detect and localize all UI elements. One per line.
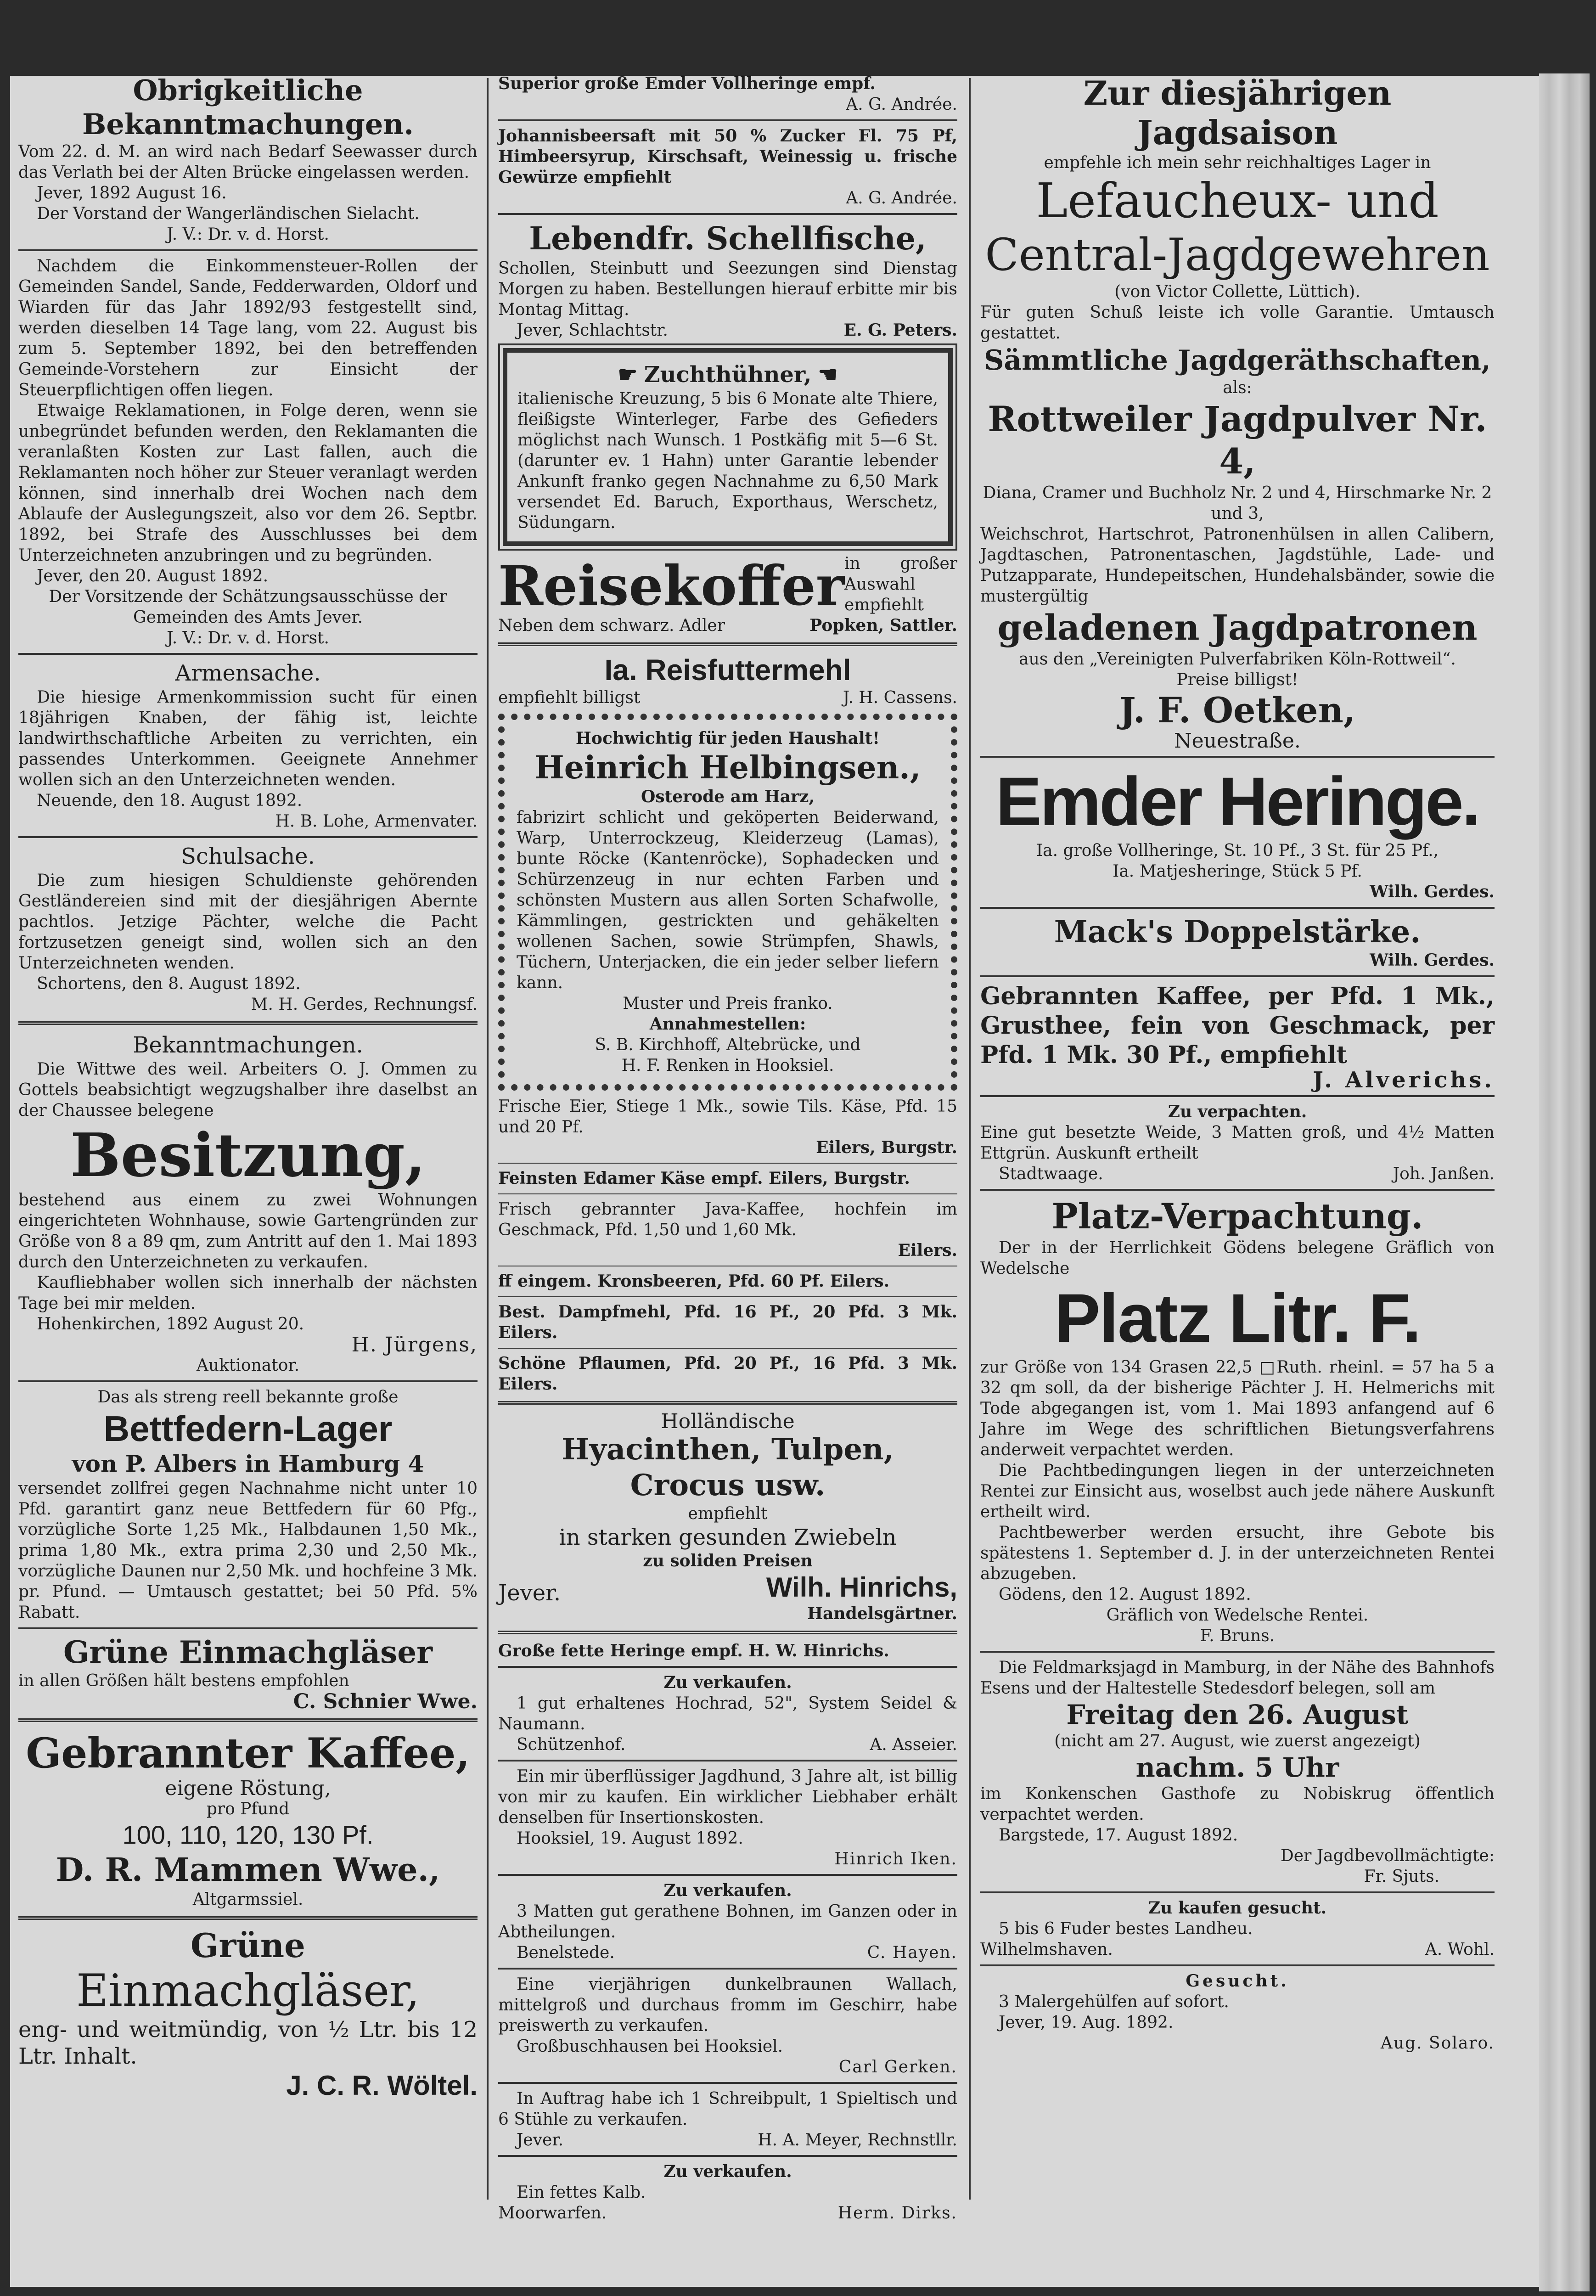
ad-schulsache [18,843,478,1015]
column-1 [18,73,478,2209]
ad-body: in allen Größen hält bestens empfohlen [18,1671,349,1690]
ad-body: 3 Matten gut gerathene Bohnen, im Ganzen oder in Abtheilungen. [498,1902,957,1941]
ad-signature: Joh. Janßen. [1393,1165,1495,1183]
ad-body: versendet zollfrei gegen Nachnahme nicht unter 10 Pfd. garantirt ganz neue Bettfedern für 60 Pfg., vorzügliche Sorte 1,25 Mk., Halbdaunen 1,50 Mk., prima 1,80 Mk., extra prima 2,30 und 2,50 Mk., vorzügliche Daunen nur 2,50 Mk. und hochfeine 3 Mk. pr. Pfund. — Umtausch gestattet; bei 50 Pfd. 5% Rabatt. [18,1479,478,1622]
divider [498,1666,957,1668]
divider [498,2155,957,2157]
ad-signature: Hinrich Iken. [834,1850,957,1868]
divider [18,1916,478,1920]
ad-kalb [498,2161,957,2223]
ad-line: in starken gesunden Zwiebeln [559,1525,897,1550]
ad-place: Neuende, den 18. August 1892. [37,791,303,810]
ad-title: Zu verpachten. [1168,1102,1307,1121]
ad-schellfische [498,219,957,341]
divider [980,1891,1495,1893]
divider [980,1189,1495,1191]
ad-line: (von Victor Collette, Lüttich). [1114,282,1360,301]
ad-title: Zuchthühner, [644,362,812,388]
ad-headline: nachm. 5 Uhr [1135,1752,1339,1783]
ad-signature: A. G. Andrée. [846,95,957,114]
ad-headline: Grüne [191,1926,305,1965]
ad-eilers-pflaumen: Schöne Pflaumen, Pfd. 20 Pf., 16 Pfd. 3 Mk. Eilers. [498,1354,957,1394]
ad-headline: Heinrich Helbingsen., [534,749,921,786]
ad-body: Nachdem die Einkommensteuer-Rollen der Gemeinden Sandel, Sande, Fedderwarden, Oldorf und Wiarden für das Jahr 1892/93 festgestellt sind, werden dieselben 14 Tage lang, vom 22. August bis zum 5. September 1892, bei den betreffenden Gemeinde-Vorstehern zur Einsicht der Steuerpflichtigen offen liegen. [18,257,478,400]
ad-title: Gesucht. [1186,1971,1289,1991]
ad-line: empfehle ich mein sehr reichhaltiges Lager in [1044,153,1431,172]
ad-signature: Wilh. Gerdes. [1370,882,1495,901]
ad-place: Jever. [517,2131,564,2150]
ad-place: Großbuschhausen bei Hooksiel. [517,2037,783,2056]
ad-place: Altgarmssiel. [192,1890,303,1909]
ad-signature: J. V.: Dr. v. d. Horst. [167,225,329,244]
ad-bettfedern [18,1387,478,1623]
ad-side-text: in großer Auswahl empfiehlt [844,554,957,614]
column-2 [498,73,957,2223]
ad-body: In Auftrag habe ich 1 Schreibpult, 1 Spieltisch und 6 Stühle zu verkaufen. [498,2089,957,2129]
ad-emder-vollheringe [498,73,957,115]
ad-line: Holländische [661,1410,795,1433]
ad-line: Muster und Preis franko. [623,994,833,1013]
ad-body: Gebrannten Kaffee, per Pfd. 1 Mk., Grusthee, fein von Geschmack, per Pfd. 1 Mk. 30 Pf., empfiehlt [980,982,1495,1069]
ad-bohnen [498,1880,957,1963]
divider [498,1296,957,1297]
ad-signature: Wilh. Gerdes. [1370,951,1495,970]
divider [980,1095,1495,1097]
divider [498,1401,957,1405]
ad-headline: Rottweiler Jagdpulver Nr. 4, [988,399,1487,482]
ad-body: zur Größe von 134 Grasen 22,5 □Ruth. rheinl. = 57 ha 5 a 32 qm soll, da der bisherige Pächter J. H. Helmerichs mit Tode abgegangen ist, vom 1. Mai 1893 anfangend auf 6 Jahre im Wege des schriftlichen Bietungsverfahrens anderweit verpachtet werden. [980,1358,1495,1459]
ad-line: Der in der Herrlichkeit Gödens belegene Gräflich von Wedelsche [980,1238,1495,1278]
ad-body: Die hiesige Armenkommission sucht für einen 18jährigen Knaben, der fähig ist, leichte landwirthschaftliche Arbeiten zu verrichten, ein passendes Unterkommen. Geeignete Annehmer wollen sich an den Unterzeichneten wenden. [18,688,478,789]
pointing-hand-icon: ☛ [618,362,638,388]
ad-einmachglaeser-schnier [18,1634,478,1712]
ad-signature: Fr. Sjuts. [1364,1867,1439,1886]
ad-line: empfiehlt [688,1504,768,1523]
ad-place: Hooksiel, 19. August 1892. [517,1829,743,1848]
ad-kaffee-mammen [18,1728,478,1910]
ad-body: italienische Kreuzung, 5 bis 6 Monate alte Thiere, fleißigste Winterleger, Farbe des Gefieders möglichst nach Wunsch. 1 Postkäfig mit 5—6 St. (darunter ev. 1 Hahn) unter Garantie lebender Ankunft franko gegen Nachnahme zu 6,50 Mark versendet Ed. Baruch, Exporthaus, Werschetz, Südungarn. [517,389,938,532]
ad-signature-role: Auktionator. [196,1356,300,1375]
ad-body: bestehend aus einem zu zwei Wohnungen eingerichteten Wohnhause, sowie Gartengründen zur Größe von 8 a 89 qm, zum Antritt auf den 1. Mai 1893 durch den Unterzeichneten zu verkaufen. [18,1191,478,1272]
ad-signature: E. G. Peters. [843,321,957,340]
ad-signature: Aug. Solaro. [1380,2034,1495,2053]
divider [18,1718,478,1722]
ad-body: Die Feldmarksjagd in Mamburg, in der Nähe des Bahnhofs Esens und der Haltestelle Stedesdorf belegen, soll am [980,1658,1495,1698]
divider [18,1021,478,1025]
divider [498,2082,957,2084]
ad-emder-heringe [980,762,1495,902]
divider [498,1968,957,1970]
ad-signature: Eilers, Burgstr. [816,1138,957,1157]
ad-signature: J. H. Cassens. [843,688,957,707]
ad-schreibpult [498,2088,957,2150]
ad-line: aus den „Vereinigten Pulverfabriken Köln-Rottweil“. [1019,650,1456,669]
ad-place: Moorwarfen. [498,2204,607,2223]
divider [498,1193,957,1194]
ad-prices: 100, 110, 120, 130 Pf. [122,1820,374,1849]
divider [980,907,1495,909]
ad-signature: C. Hayen. [867,1943,957,1962]
ad-title: Armensache. [175,660,321,686]
divider [498,1163,957,1164]
ad-line: Diana, Cramer und Buchholz Nr. 2 und 4, Hirschmarke Nr. 2 und 3, [983,484,1492,523]
ad-line: Annahmestellen: [649,1014,806,1034]
ad-headline: Platz-Verpachtung. [1051,1196,1423,1237]
divider [498,1760,957,1761]
divider [498,1631,957,1634]
ad-place: Bargstede, 17. August 1892. [999,1826,1238,1845]
ad-body: empfiehlt billigst [498,688,641,707]
ad-body: fabrizirt schlicht und geköperten Beiderwand, Warp, Unterrockzeug, Kleiderzeug (Lamas), bunte Röcke (Kantenröcke), Sophadecken und Schürzenzeug in nur echten Farben und schönsten Mustern aus allen Sorten Schafwolle, Kämmlingen, gestrickten und gehäkelten wollenen Sachen, sowie Strümpfen, Shawls, Tüchern, Unterjacken, die ein jeder selber liefern kann. [517,808,939,992]
divider [498,1348,957,1349]
ad-hochrad [498,1672,957,1755]
ad-kaffee-alverichs [980,982,1495,1091]
ad-headline: Lefaucheux- und [1036,173,1439,229]
ad-eilers-kaffee [498,1199,957,1261]
ad-firm: J. F. Oetken, [1119,690,1356,731]
ad-title: Zu kaufen gesucht. [1148,1898,1327,1918]
ad-headline: Bettfedern-Lager [103,1408,393,1449]
ad-weide [980,1102,1495,1184]
ad-body: Pachtbewerber werden ersucht, ihre Gebote bis spätestens 1. September d. J. in der unterzeichneten Rentei abzugeben. [980,1523,1495,1583]
ad-line: (nicht am 27. August, wie zuerst angezeigt) [1054,1732,1421,1750]
ad-line: Osterode am Harz, [641,787,815,806]
ad-body: Superior große Emder Vollheringe empf. [498,74,876,93]
ad-org: Der Vorsitzende der Schätzungsausschüsse der Gemeinden des Amts Jever. [49,587,447,627]
divider [498,119,957,121]
ad-body: eng- und weitmündig, von ½ Ltr. bis 12 Ltr. Inhalt. [18,2017,478,2069]
ad-line: zu soliden Preisen [643,1551,813,1570]
ad-einmachglaeser-woeltel [18,1926,478,2102]
ad-zuchthuehner-box [503,348,953,546]
pointing-hand-icon: ☚ [818,362,838,388]
ad-eilers-edamer: Feinsten Edamer Käse empf. Eilers, Burgstr. [498,1169,910,1188]
ad-signature: Eilers. [898,1241,957,1260]
ad-headline: Ia. Reisfuttermehl [604,653,851,687]
divider [498,1874,957,1876]
ad-signature: C. Schnier Wwe. [293,1690,478,1713]
divider [18,249,478,251]
ad-signature: Carl Gerken. [838,2058,957,2077]
ad-besitzung [18,1031,478,1376]
ad-title: Schulsache. [181,844,315,869]
ad-title: Zu verkaufen. [663,1673,792,1692]
ad-place: Jever, 19. Aug. 1892. [999,2013,1174,2032]
ad-body: Etwaige Reklamationen, in Folge deren, wenn sie unbegründet befunden werden, den Reklamanten die veranlaßten Kosten zur Last fallen, auch die Reklamanten noch höher zur Steuer veranlagt werden können, sind innerhalb drei Wochen nach dem Ablaufe der Auslegungszeit, also vor dem 26. Septbr. 1892, bei Strafe des Ausschlusses bei dem Unterzeichneten anzubringen und zu begründen. [18,401,478,565]
ad-place: Schützenhof. [517,1735,626,1754]
ad-headline: Emder Heringe. [995,763,1479,840]
ad-firm: Wilh. Hinrichs, [766,1572,957,1603]
ad-signature: A. Wohl. [1425,1940,1495,1959]
ad-malergehuelfen [980,1971,1495,2054]
ad-signature: Popken, Sattler. [809,616,957,635]
ad-title: Zu verkaufen. [663,1881,792,1900]
divider [980,756,1495,758]
ad-org: Gräflich von Wedelsche Rentei. [1106,1606,1369,1625]
ad-jagdhund [498,1766,957,1869]
ad-line: als: [1223,378,1252,397]
ad-body: 5 bis 6 Fuder bestes Landheu. [999,1919,1253,1938]
ad-headline: Central-Jagdgewehren [985,229,1490,281]
ad-firm: D. R. Mammen Wwe., [56,1851,440,1889]
ad-body: Vom 22. d. M. an wird nach Bedarf Seewasser durch das Verlath bei der Alten Brücke eingelassen werden. [18,142,478,182]
ad-signature: Herm. Dirks. [837,2204,957,2223]
ad-johannisbeersaft [498,126,957,208]
ad-body: Die Wittwe des weil. Arbeiters O. J. Ommen zu Gottels beabsichtigt wegzugshalber ihre daselbst an der Chaussee belegene [18,1060,478,1120]
ad-platz-verpachtung [980,1195,1495,1646]
ad-wallach [498,1974,957,2077]
ad-signature: H. Jürgens, [351,1333,478,1356]
column-rule-right [969,78,971,2200]
ad-line: Ia. Matjesheringe, Stück 5 Pf. [1113,862,1362,881]
ad-official-notice [18,73,478,245]
ad-subheadline: von P. Albers in Hamburg 4 [72,1450,424,1477]
ad-headline: geladenen Jagdpatronen [997,607,1478,648]
ad-body: Ein mir überflüssiger Jagdhund, 3 Jahre alt, ist billig von mir zu kaufen. Ein wirklicher Liebhaber erhält denselben für Insertionskosten. [498,1767,957,1827]
ad-eilers-eier [498,1096,957,1158]
ad-place: Jever, 1892 August 16. [37,184,227,203]
ad-body: 1 gut erhaltenes Hochrad, 52", System Seidel & Naumann. [498,1694,957,1733]
ad-signature: H. B. Lohe, Armenvater. [275,812,478,831]
ad-doppelstaerke [980,913,1495,971]
ad-place: Benelstede. [517,1943,615,1962]
ad-title: Bekanntmachungen. [133,1032,363,1058]
ad-headline: Grüne Einmachgläser [63,1634,433,1670]
ad-body: Eine gut besetzte Weide, 3 Matten groß, und 4½ Matten Ettgrün. Auskunft ertheilt [980,1123,1495,1163]
ad-line: S. B. Kirchhoff, Altebrücke, und [595,1035,861,1054]
ad-signature: F. Bruns. [1200,1626,1275,1645]
ad-signature: J. Alverichs. [1313,1067,1495,1093]
ad-body: Die zum hiesigen Schuldienste gehörenden Gestländereien sind mit der diesjährigen Aberntе pachtlos. Jetzige Pächter, welche die Pacht fortzusetzen geneigt sind, wollen sich an den Unterzeichneten wenden. [18,871,478,973]
ad-firm-role: Handelsgärtner. [807,1604,957,1623]
ad-body: Die Pachtbedingungen liegen in der unterzeichneten Rentei zur Einsicht aus, woselbst auch jede nähere Auskunft ertheilt wird. [980,1461,1495,1521]
ad-tax-rolls [18,256,478,648]
divider [980,1651,1495,1653]
ad-title: Zu verkaufen. [663,2162,792,2181]
ad-signature: M. H. Gerdes, Rechnungsf. [251,995,478,1014]
ad-fette-heringe: Große fette Heringe empf. H. W. Hinrichs. [498,1641,889,1660]
ad-headline: Sämmtliche Jagdgeräthschaften, [984,344,1491,377]
ad-body: Weichschrot, Hartschrot, Patronenhülsen in allen Calibern, Jagdtaschen, Patronentaschen, Jagdstühle, Lade- und Putzapparate, Hundepeitschen, Hundehalsbänder, sowie die mustergültig [980,525,1495,606]
ad-place: Neben dem schwarz. Adler [498,616,725,635]
ad-signature: A. G. Andrée. [846,189,957,208]
ad-body: Frische Eier, Stiege 1 Mk., sowie Tils. Käse, Pfd. 15 und 20 Pf. [498,1097,957,1137]
ad-headline: Einmachgläser, [76,1965,420,2016]
ad-place: Gödens, den 12. August 1892. [999,1585,1251,1604]
divider [18,653,478,655]
ad-title: Obrigkeitliche Bekanntmachungen. [82,73,414,141]
ad-landheu [980,1898,1495,1960]
ad-line: pro Pfund [206,1800,290,1818]
divider [980,1964,1495,1966]
ad-body: 3 Malergehülfen auf sofort. [999,1992,1229,2011]
ad-body: Johannisbeersaft mit 50 % Zucker Fl. 75 Pf, Himbeersyrup, Kirschsaft, Weinessig u. frische Gewürze empfiehlt [498,126,957,187]
ad-line: Hochwichtig für jeden Haushalt! [575,729,880,748]
ad-org: Der Jagdbevollmächtigte: [1280,1846,1495,1865]
ad-armensache [18,659,478,832]
ad-body: Kaufliebhaber wollen sich innerhalb der nächsten Tage bei mir melden. [18,1273,478,1313]
ad-line: eigene Röstung, [165,1777,331,1800]
ad-headline: Freitag den 26. August [1066,1699,1409,1730]
page-stack-edge [1539,73,1590,2291]
ad-headline: Reisekoffer [498,554,845,618]
ad-line: H. F. Renken in Hooksiel. [621,1056,834,1075]
column-3 [980,73,1495,2209]
ad-place: Jever. [498,1580,561,1606]
ad-jagdsaison-oetken [980,73,1495,751]
ad-headline: Gebrannter Kaffee, [26,1729,470,1778]
ad-firm: J. C. R. Wöltel. [286,2070,478,2101]
divider [980,975,1495,977]
ad-body: Ein fettes Kalb. [517,2183,646,2202]
ad-line: Ia. große Vollheringe, St. 10 Pf., 3 St. für 25 Pf., [1036,841,1439,860]
ad-body: im Konkenschen Gasthofe zu Nobiskrug öffentlich verpachtet werden. [980,1784,1495,1824]
ad-body: Eine vierjährigen dunkelbraunen Wallach, mittelgroß und durchaus fromm im Geschirr, habe preiswerth zu verkaufen. [498,1975,957,2035]
ad-line: Preise billigst! [1176,670,1298,689]
ad-place: Schortens, den 8. August 1892. [37,974,301,993]
column-rule-left [487,78,489,2200]
ad-headline: Mack's Doppelstärke. [1054,914,1421,950]
ad-body: Für guten Schuß leiste ich volle Garantie. Umtausch gestattet. [980,303,1495,343]
ad-headline: Hyacinthen, Tulpen, [562,1432,894,1467]
divider [498,213,957,215]
ad-place: Jever, den 20. August 1892. [37,567,269,585]
ad-signature: A. Asseier. [870,1735,957,1754]
ad-headline: Besitzung, [70,1120,426,1190]
ad-headline: Crocus usw. [630,1468,826,1503]
ad-place: Jever, Schlachtstr. [517,321,668,340]
ad-place: Wilhelmshaven. [980,1940,1113,1959]
ad-eilers-dampfmehl: Best. Dampfmehl, Pfd. 16 Pf., 20 Pfd. 3 Mk. Eilers. [498,1302,957,1342]
ad-place: Neuestraße. [1174,729,1301,753]
divider [18,1380,478,1382]
ad-place: Stadtwaage. [999,1165,1103,1183]
ad-headline: Platz Litr. F. [1054,1279,1421,1356]
ad-intro: Das als streng reell bekannte große [97,1388,399,1407]
ad-signature: H. A. Meyer, Rechnstllr. [758,2131,957,2150]
ad-hyacinthen [498,1411,957,1624]
divider [18,836,478,838]
ad-place: Hohenkirchen, 1892 August 20. [37,1315,304,1334]
divider [498,642,957,646]
ad-reisfuttermehl [498,653,957,708]
ad-helbingsen-box [498,714,957,1091]
ad-headline: Zur diesjährigen Jagdsaison [1083,73,1392,152]
ad-signature: J. V.: Dr. v. d. Horst. [167,629,329,647]
ad-headline: Lebendfr. Schellfische, [529,220,927,257]
ad-body: Schollen, Steinbutt und Seezungen sind Dienstag Morgen zu haben. Bestellungen hierauf erbitte mir bis Montag Mittag. [498,259,957,319]
ad-feldmarksjagd [980,1657,1495,1887]
ad-reisekoffer [498,553,957,636]
ad-eilers-kronsbeeren: ff eingem. Kronsbeeren, Pfd. 60 Pf. Eilers. [498,1272,890,1291]
divider [18,1627,478,1629]
ad-org: Der Vorstand der Wangerländischen Sielacht. [37,204,420,223]
ad-body: Frisch gebrannter Java-Kaffee, hochfein im Geschmack, Pfd. 1,50 und 1,60 Mk. [498,1200,957,1239]
